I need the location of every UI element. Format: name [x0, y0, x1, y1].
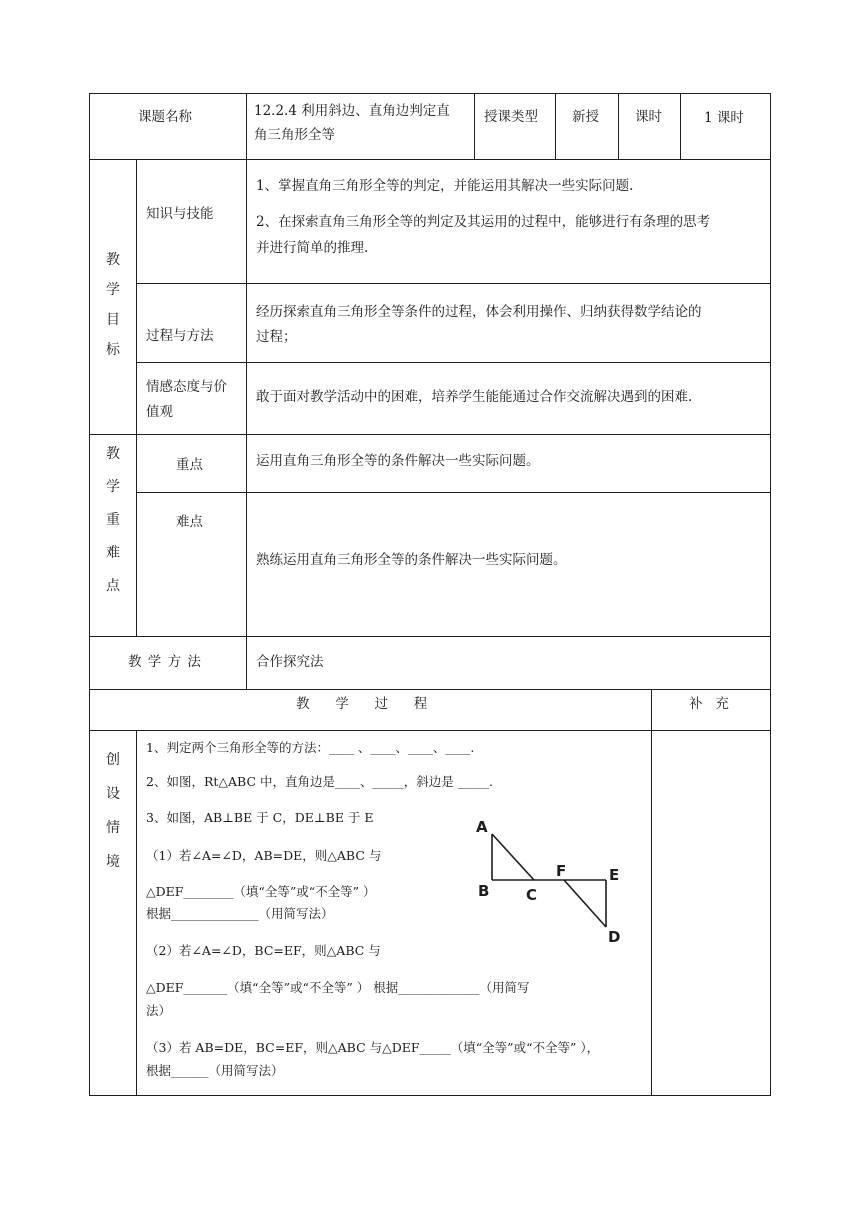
- group-char: 学: [106, 479, 120, 495]
- grid-line: [651, 689, 652, 1096]
- grid-line: [136, 730, 137, 1096]
- grid-line: [618, 93, 619, 160]
- question-3-2-line1: （2）若∠A=∠D，BC=EF，则△ABC 与: [146, 943, 381, 958]
- knowledge-item-2-line1: 2、在探索直角三角形全等的判定及其运用的过程中，能够进行有条理的思考: [256, 214, 711, 230]
- process-method-line1: 经历探索直角三角形全等条件的过程，体会利用操作、归纳获得数学结论的: [256, 304, 702, 320]
- group-char: 学: [106, 282, 120, 298]
- group-char: 标: [106, 342, 120, 358]
- attitude-label-line1: 情感态度与价: [146, 379, 227, 395]
- method-label: 教 学 方 法: [128, 654, 202, 670]
- group-char: 创: [106, 752, 120, 768]
- group-char: 重: [106, 512, 120, 528]
- grid-line: [680, 93, 681, 160]
- segment-fd: [564, 880, 606, 927]
- grid-line: [770, 93, 771, 1096]
- group-char: 点: [106, 578, 120, 594]
- grid-line: [89, 159, 771, 160]
- objectives-group-label: [103, 245, 123, 365]
- course-title-line2: 角三角形全等: [254, 127, 335, 143]
- grid-line: [136, 362, 771, 363]
- process-header-title: 教 学 过 程: [296, 696, 428, 712]
- group-char: 情: [106, 820, 120, 836]
- grid-line: [89, 730, 771, 731]
- group-char: 设: [106, 786, 120, 802]
- group-char: 教: [106, 446, 120, 462]
- label-d: D: [608, 928, 621, 946]
- segment-ac: [492, 834, 534, 880]
- supplement-header: 补 充: [689, 696, 729, 712]
- grid-line: [474, 93, 475, 160]
- grid-line: [246, 93, 247, 689]
- scenario-group-label: [103, 743, 123, 879]
- grid-line: [89, 93, 771, 94]
- group-char: 难: [106, 545, 120, 561]
- grid-line: [89, 636, 771, 637]
- group-char: 教: [106, 252, 120, 268]
- question-3: 3、如图，AB⊥BE 于 C，DE⊥BE 于 E: [146, 810, 374, 825]
- key-point-label: 重点: [176, 457, 203, 473]
- triangle-figure: [470, 810, 640, 950]
- process-method-line2: 过程；: [256, 329, 297, 345]
- key-point-text: 运用直角三角形全等的条件解决一些实际问题。: [256, 453, 540, 469]
- grid-line: [136, 283, 771, 284]
- knowledge-item-1: 1、掌握直角三角形全等的判定，并能运用其解决一些实际问题.: [256, 178, 634, 194]
- process-method-label: 过程与方法: [146, 328, 214, 344]
- question-3-2-line2: △DEF_______（填“全等”或“不全等” ） 根据_____________（用简写: [146, 980, 530, 995]
- key-points-group-label: [103, 438, 123, 603]
- question-3-1-line3: 根据______________（用简写法）: [146, 906, 334, 921]
- course-name-label: 课题名称: [138, 109, 192, 125]
- lesson-type-label: 授课类型: [484, 109, 538, 125]
- question-2: 2、如图，Rt△ABC 中，直角边是____、_____，斜边是 _____.: [146, 774, 493, 789]
- question-3-2-line3: 法）: [146, 1003, 172, 1018]
- knowledge-label: 知识与技能: [146, 206, 214, 222]
- question-3-1-line1: （1）若∠A=∠D，AB=DE，则△ABC 与: [146, 848, 382, 863]
- difficult-point-label: 难点: [176, 514, 203, 530]
- lesson-type-value: 新授: [572, 109, 599, 125]
- question-3-3-line2: 根据______（用简写法）: [146, 1063, 284, 1078]
- label-f: F: [556, 862, 567, 880]
- hours-value: 1 课时: [704, 110, 744, 126]
- label-a: A: [476, 818, 488, 836]
- grid-line: [555, 93, 556, 160]
- course-title-line1: 12.2.4 利用斜边、直角边判定直: [254, 103, 450, 119]
- question-3-1-line2: △DEF________（填“全等”或“不全等” ）: [146, 884, 376, 899]
- grid-line: [136, 492, 771, 493]
- grid-line: [89, 1095, 771, 1096]
- attitude-label-line2: 值观: [146, 404, 173, 420]
- knowledge-item-2-line2: 并进行简单的推理.: [256, 240, 369, 256]
- attitude-text: 敢于面对教学活动中的困难，培养学生能能通过合作交流解决遇到的困难.: [256, 389, 693, 405]
- grid-line: [89, 434, 771, 435]
- group-char: 目: [106, 312, 120, 328]
- method-value: 合作探究法: [256, 654, 324, 670]
- difficult-point-text: 熟练运用直角三角形全等的条件解决一些实际问题。: [256, 552, 567, 568]
- label-e: E: [609, 866, 620, 884]
- question-3-3-line1: （3）若 AB=DE，BC=EF，则△ABC 与△DEF_____（填“全等”或“不全等” ），: [146, 1040, 600, 1055]
- label-b: B: [478, 882, 490, 900]
- grid-line: [89, 93, 90, 1096]
- grid-line: [89, 689, 771, 690]
- grid-line: [136, 159, 137, 636]
- label-c: C: [526, 886, 538, 904]
- group-char: 境: [106, 854, 120, 870]
- question-1: 1、判定两个三角形全等的方法：____ 、____、____、____.: [146, 740, 475, 755]
- hours-label: 课时: [635, 109, 662, 125]
